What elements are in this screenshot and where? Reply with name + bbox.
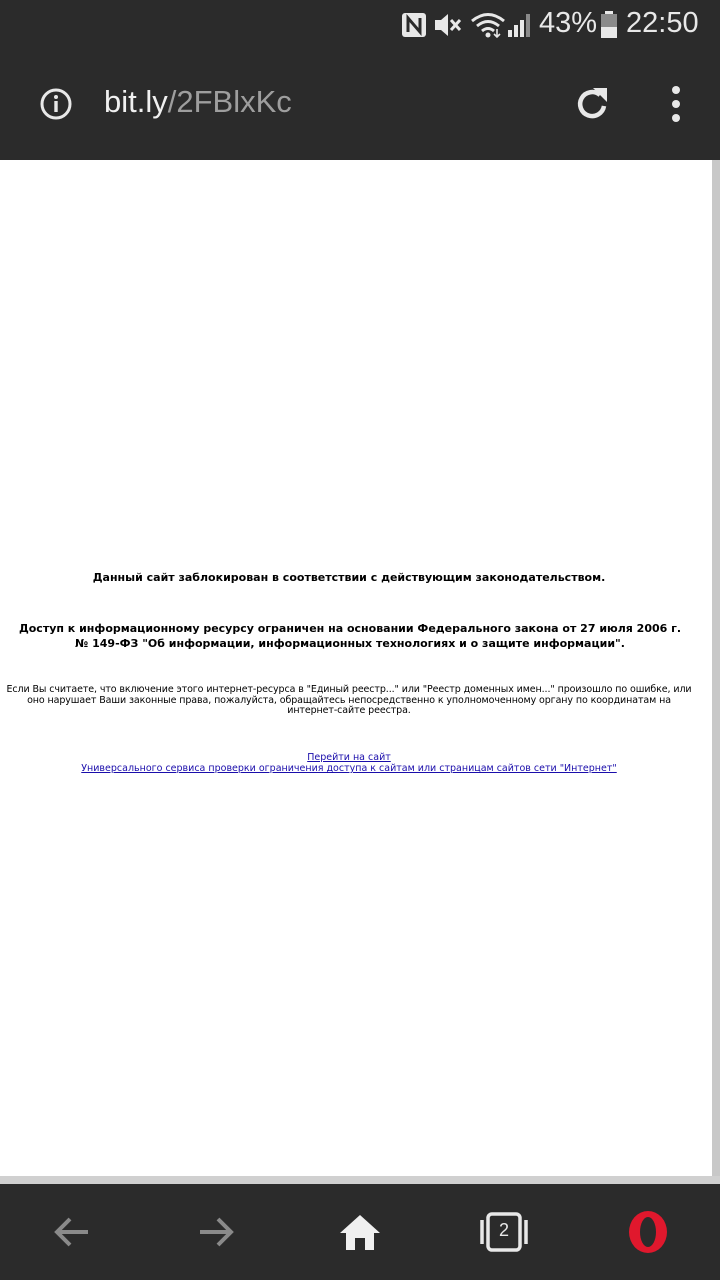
bottom-navigation [0,1184,720,1280]
url-path: /2FBlxKc [167,84,292,119]
battery-icon [600,11,618,39]
back-arrow-icon [44,1206,100,1258]
web-page [0,160,712,1176]
service-check-link[interactable]: Универсального сервиса проверки ограничения доступа к сайтам или страницам сайтов сети "Интернет" [81,763,617,774]
tabs-button[interactable] [476,1206,532,1258]
opera-logo-icon [620,1206,676,1258]
home-icon [332,1206,388,1258]
forward-button[interactable] [188,1206,244,1258]
clock: 22:50 [626,7,699,39]
battery-percentage: 43% [539,7,598,39]
home-button[interactable] [332,1206,388,1258]
tabs-count: 2 [498,1220,509,1240]
go-to-site-link[interactable]: Перейти на сайт [307,752,391,763]
url-host: bit.ly [104,84,168,119]
mute-icon [433,11,463,39]
nfc-icon [401,12,427,38]
menu-icon[interactable] [664,84,688,124]
signal-icon [506,12,532,38]
blocked-note: Если Вы считаете, что включение этого интернет-ресурса в "Единый реестр..." или "Реестр доменных имен..." произошло по ошибке, или оно нарушает Ваши законные права, пожалуйста, обращайтесь непосредственно к уполномоченному органу по координатам на интернет-сайте реестра. [6,684,692,716]
blocked-reason: Доступ к информационному ресурсу ограничен на основании Федерального закона от 27 июля 2006 г. № 149-ФЗ "Об информации, информационных технологиях и о защите информации". [18,622,682,650]
info-icon[interactable] [38,86,74,122]
opera-menu-button[interactable] [620,1206,676,1258]
page-scrollbar[interactable] [712,160,720,1176]
url-field[interactable] [104,84,292,120]
address-bar [0,50,720,160]
status-bar [0,0,720,50]
wifi-icon [470,12,506,38]
reload-icon[interactable] [573,84,611,124]
blocked-title: Данный сайт заблокирован в соответствии с действующим законодательством. [92,571,606,584]
back-button[interactable] [44,1206,100,1258]
forward-arrow-icon [188,1206,244,1258]
service-link-block [0,752,698,774]
page-bottom-edge [0,1176,720,1184]
